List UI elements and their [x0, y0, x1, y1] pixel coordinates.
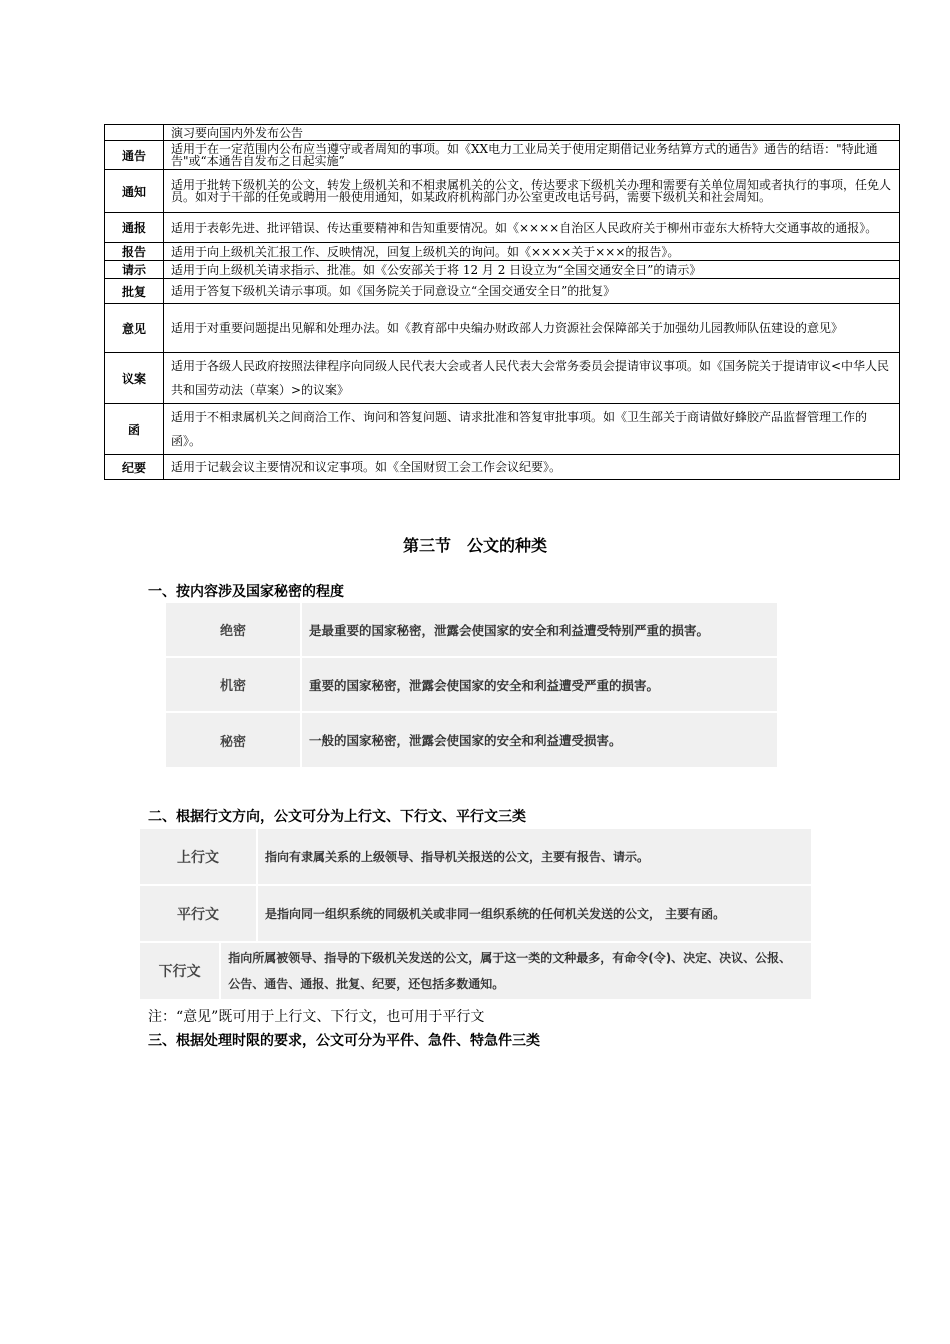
type-name: 通知: [105, 170, 164, 213]
type-description: 适用于向上级机关汇报工作、反映情况，回复上级机关的询问。如《××××关于×××的报告》。: [164, 243, 900, 261]
type-description: 适用于表彰先进、批评错误、传达重要精神和告知重要情况。如《××××自治区人民政府关于柳州市壶东大桥特大交通事故的通报》。: [164, 213, 900, 243]
table-row: [105, 455, 900, 480]
table-row: [105, 125, 900, 141]
type-name: 函: [105, 404, 164, 455]
type-name: 议案: [105, 353, 164, 404]
table-row: [105, 170, 900, 213]
timing-heading: 三、根据处理时限的要求，公文可分为平件、急件、特急件三类: [148, 1033, 540, 1049]
section-title: [0, 533, 950, 556]
type-name: 批复: [105, 279, 164, 304]
secrecy-description: 重要的国家秘密，泄露会使国家的安全和利益遭受严重的损害。: [309, 677, 660, 693]
table-row: [166, 713, 777, 767]
table-row: [105, 141, 900, 170]
direction-heading: 二、根据行文方向，公文可分为上行文、下行文、平行文三类: [148, 809, 526, 825]
secrecy-level: 机密: [166, 658, 302, 711]
section-number: 第三节: [402, 536, 451, 555]
table-row: [140, 943, 811, 999]
secrecy-table: [166, 603, 777, 767]
table-row: [140, 829, 811, 886]
table-row: [166, 603, 777, 658]
type-name: 通告: [105, 141, 164, 170]
direction-type: 下行文: [140, 943, 221, 999]
type-description: 适用于不相隶属机关之间商洽工作、询问和答复问题、请求批准和答复审批事项。如《卫生部关于商请做好蜂胶产品监督管理工作的函》。: [164, 404, 900, 455]
section-name: 公文的种类: [467, 536, 548, 555]
table-row: [105, 304, 900, 353]
type-name: 请示: [105, 261, 164, 279]
type-description: 适用于对重要问题提出见解和处理办法。如《教育部中央编办财政部人力资源社会保障部关于加强幼儿园教师队伍建设的意见》: [164, 304, 900, 353]
secrecy-level: 秘密: [166, 713, 302, 767]
table-row: [105, 404, 900, 455]
direction-description: 指向有隶属关系的上级领导、指导机关报送的公文，主要有报告、请示。: [265, 850, 650, 864]
type-name: [105, 125, 164, 141]
table-row: [140, 886, 811, 943]
type-name: 通报: [105, 213, 164, 243]
table-row: [105, 353, 900, 404]
table-row: [105, 279, 900, 304]
type-description: 适用于记载会议主要情况和议定事项。如《全国财贸工会工作会议纪要》。: [164, 455, 900, 480]
table-row: [105, 243, 900, 261]
table-row: [166, 658, 777, 713]
direction-type: 上行文: [140, 829, 258, 884]
type-name: 报告: [105, 243, 164, 261]
direction-description: 是指向同一组织系统的同级机关或非同一组织系统的任何机关发送的公文， 主要有函。: [265, 907, 726, 921]
direction-table: [140, 829, 811, 999]
secrecy-level: 绝密: [166, 603, 302, 656]
secrecy-description: 一般的国家秘密，泄露会使国家的安全和利益遭受损害。: [309, 733, 622, 748]
type-description: 适用于答复下级机关请示事项。如《国务院关于同意设立“全国交通安全日”的批复》: [164, 279, 900, 304]
document-types-table: [104, 124, 900, 480]
type-description: 适用于向上级机关请求指示、批准。如《公安部关于将 12 月 2 日设立为“全国交通安全日”的请示》: [164, 261, 900, 279]
direction-description: 指向所属被领导、指导的下级机关发送的公文，属于这一类的文种最多，有命令(令)、决定、决议、公报、公告、通告、通报、批复、纪要，还包括多数通知。: [228, 951, 792, 991]
type-description: 演习要向国内外发布公告: [164, 125, 900, 141]
type-description: 适用于各级人民政府按照法律程序向同级人民代表大会或者人民代表大会常务委员会提请审议事项。如《国务院关于提请审议<中华人民共和国劳动法（草案）>的议案》: [164, 353, 900, 404]
note-text: 注：“意见”既可用于上行文、下行文，也可用于平行文: [148, 1009, 485, 1025]
table-row: [105, 261, 900, 279]
table-row: [105, 213, 900, 243]
type-description: 适用于在一定范围内公布应当遵守或者周知的事项。如《XX电力工业局关于使用定期借记业务结算方式的通告》通告的结语："特此通告"或“本通告自发布之日起实施”: [164, 141, 900, 170]
direction-type: 平行文: [140, 886, 258, 941]
type-name: 纪要: [105, 455, 164, 480]
type-description: 适用于批转下级机关的公文，转发上级机关和不相隶属机关的公文，传达要求下级机关办理和需要有关单位周知或者执行的事项，任免人员。如对于干部的任免或聘用一般使用通知，如某政府机构部门办公室更改电话号码，需要下级机关和社会周知。: [164, 170, 900, 213]
type-name: 意见: [105, 304, 164, 353]
secrecy-description: 是最重要的国家秘密，泄露会使国家的安全和利益遭受特别严重的损害。: [309, 622, 710, 638]
secrecy-heading: 一、按内容涉及国家秘密的程度: [148, 584, 344, 600]
